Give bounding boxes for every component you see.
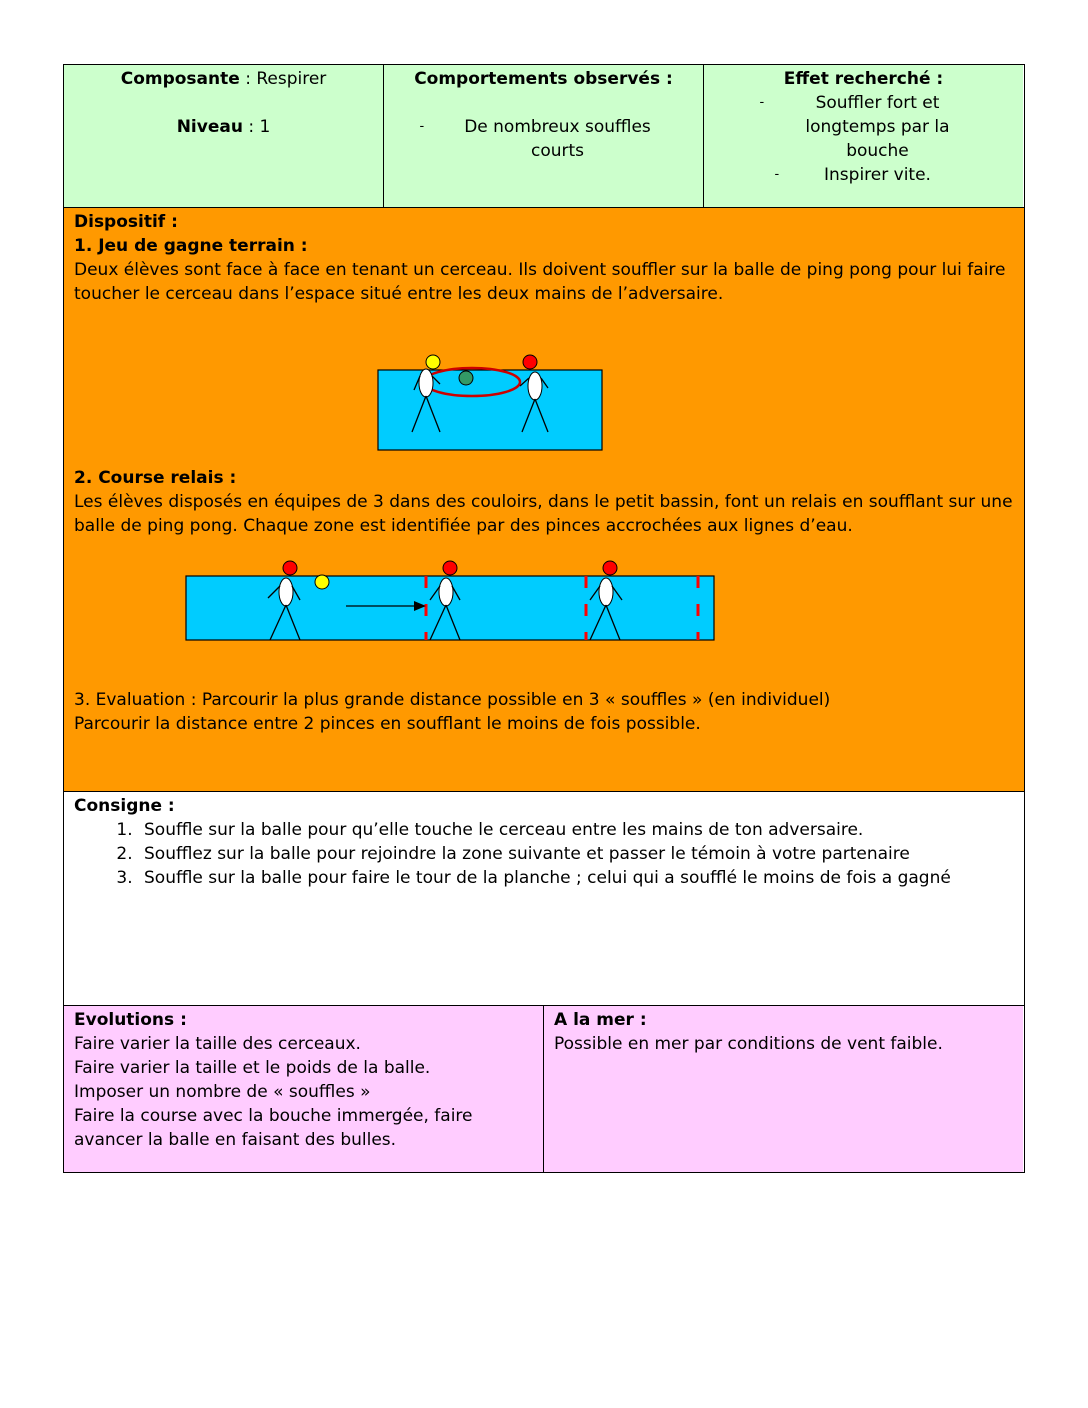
pool-rect (378, 370, 602, 450)
course-title: 2. Course relais : (74, 468, 237, 488)
head-red (523, 355, 537, 369)
effet-item-text: Souffler fort et longtemps par la bouche (805, 93, 950, 161)
evolutions-line: Faire varier la taille et le poids de la balle. (74, 1058, 431, 1078)
effet-item (714, 163, 1013, 187)
body (599, 578, 613, 606)
comportements-item-text: De nombreux souffles courts (464, 117, 651, 161)
jeu-title: 1. Jeu de gagne terrain : (74, 236, 308, 256)
effet-cell (704, 65, 1023, 207)
consigne-cell (64, 792, 1024, 1005)
dispositif-title: Dispositif : (74, 212, 178, 232)
course-diagram (74, 538, 1014, 688)
consigne-list (74, 818, 1014, 890)
head-red (443, 561, 457, 575)
head-red (283, 561, 297, 575)
consigne-item: 3. Souffle sur la balle pour faire le tour de la planche ; celui qui a soufflé le moins de fois a gagné (138, 866, 1014, 890)
dispositif-cell (64, 208, 1024, 791)
evolutions-row (64, 1006, 1024, 1172)
ball-green (459, 371, 473, 385)
body (419, 369, 433, 397)
ball-yellow (315, 575, 329, 589)
body (439, 578, 453, 606)
consigne-item: 1. Souffle sur la balle pour qu’elle touche le cerceau entre les mains de ton adversaire. (138, 818, 1014, 842)
course-text: Les élèves disposés en équipes de 3 dans des couloirs, dans le petit bassin, font un relais en soufflant sur une balle de ping pong. Chaque zone est identifiée par des pinces accrochées aux lignes d’eau. (74, 492, 1013, 536)
dash-bullet: - (774, 167, 780, 182)
comportements-title: Comportements observés : (414, 69, 673, 89)
dash-bullet: - (419, 119, 425, 134)
composante-cell (64, 65, 384, 207)
mer-text: Possible en mer par conditions de vent faible. (554, 1034, 943, 1054)
body (279, 578, 293, 606)
evaluation-line-2: Parcourir la distance entre 2 pinces en soufflant le moins de fois possible. (74, 714, 701, 734)
mer-title: A la mer : (554, 1010, 647, 1030)
dash-bullet: - (759, 95, 765, 110)
jeu-diagram (74, 306, 1014, 466)
evolutions-line: Faire varier la taille des cerceaux. (74, 1034, 361, 1054)
evolutions-line: Imposer un nombre de « souffles » (74, 1082, 371, 1102)
consigne-item: 2. Soufflez sur la balle pour rejoindre la zone suivante et passer le témoin à votre partenaire (138, 842, 1014, 866)
effet-title: Effet recherché : (783, 69, 944, 89)
comportements-cell (384, 65, 704, 207)
activity-sheet (63, 64, 1025, 1173)
evolutions-cell (64, 1006, 544, 1172)
header-row (64, 65, 1024, 208)
effet-item-text: Inspirer vite. (824, 165, 931, 185)
consigne-row (64, 792, 1024, 1006)
body (528, 372, 542, 400)
head-yellow (426, 355, 440, 369)
niveau-value: : 1 (242, 117, 271, 137)
evaluation-line-1: 3. Evaluation : Parcourir la plus grande distance possible en 3 « souffles » (en individuel) (74, 690, 831, 710)
dispositif-row (64, 208, 1024, 792)
niveau-label: Niveau (176, 117, 243, 137)
comportements-item (394, 115, 693, 163)
evolutions-title: Evolutions : (74, 1010, 187, 1030)
mer-cell (544, 1006, 1023, 1172)
jeu-text: Deux élèves sont face à face en tenant un cerceau. Ils doivent souffler sur la balle de ping pong pour lui faire toucher le cerceau dans l’espace situé entre les deux mains de l’adversaire. (74, 260, 1006, 304)
effet-item (714, 91, 1013, 163)
head-red (603, 561, 617, 575)
evolutions-line: Faire la course avec la bouche immergée, faire avancer la balle en faisant des bulles. (74, 1106, 473, 1150)
composante-value: : Respirer (239, 69, 327, 89)
consigne-title: Consigne : (74, 796, 175, 816)
composante-label: Composante (120, 69, 240, 89)
